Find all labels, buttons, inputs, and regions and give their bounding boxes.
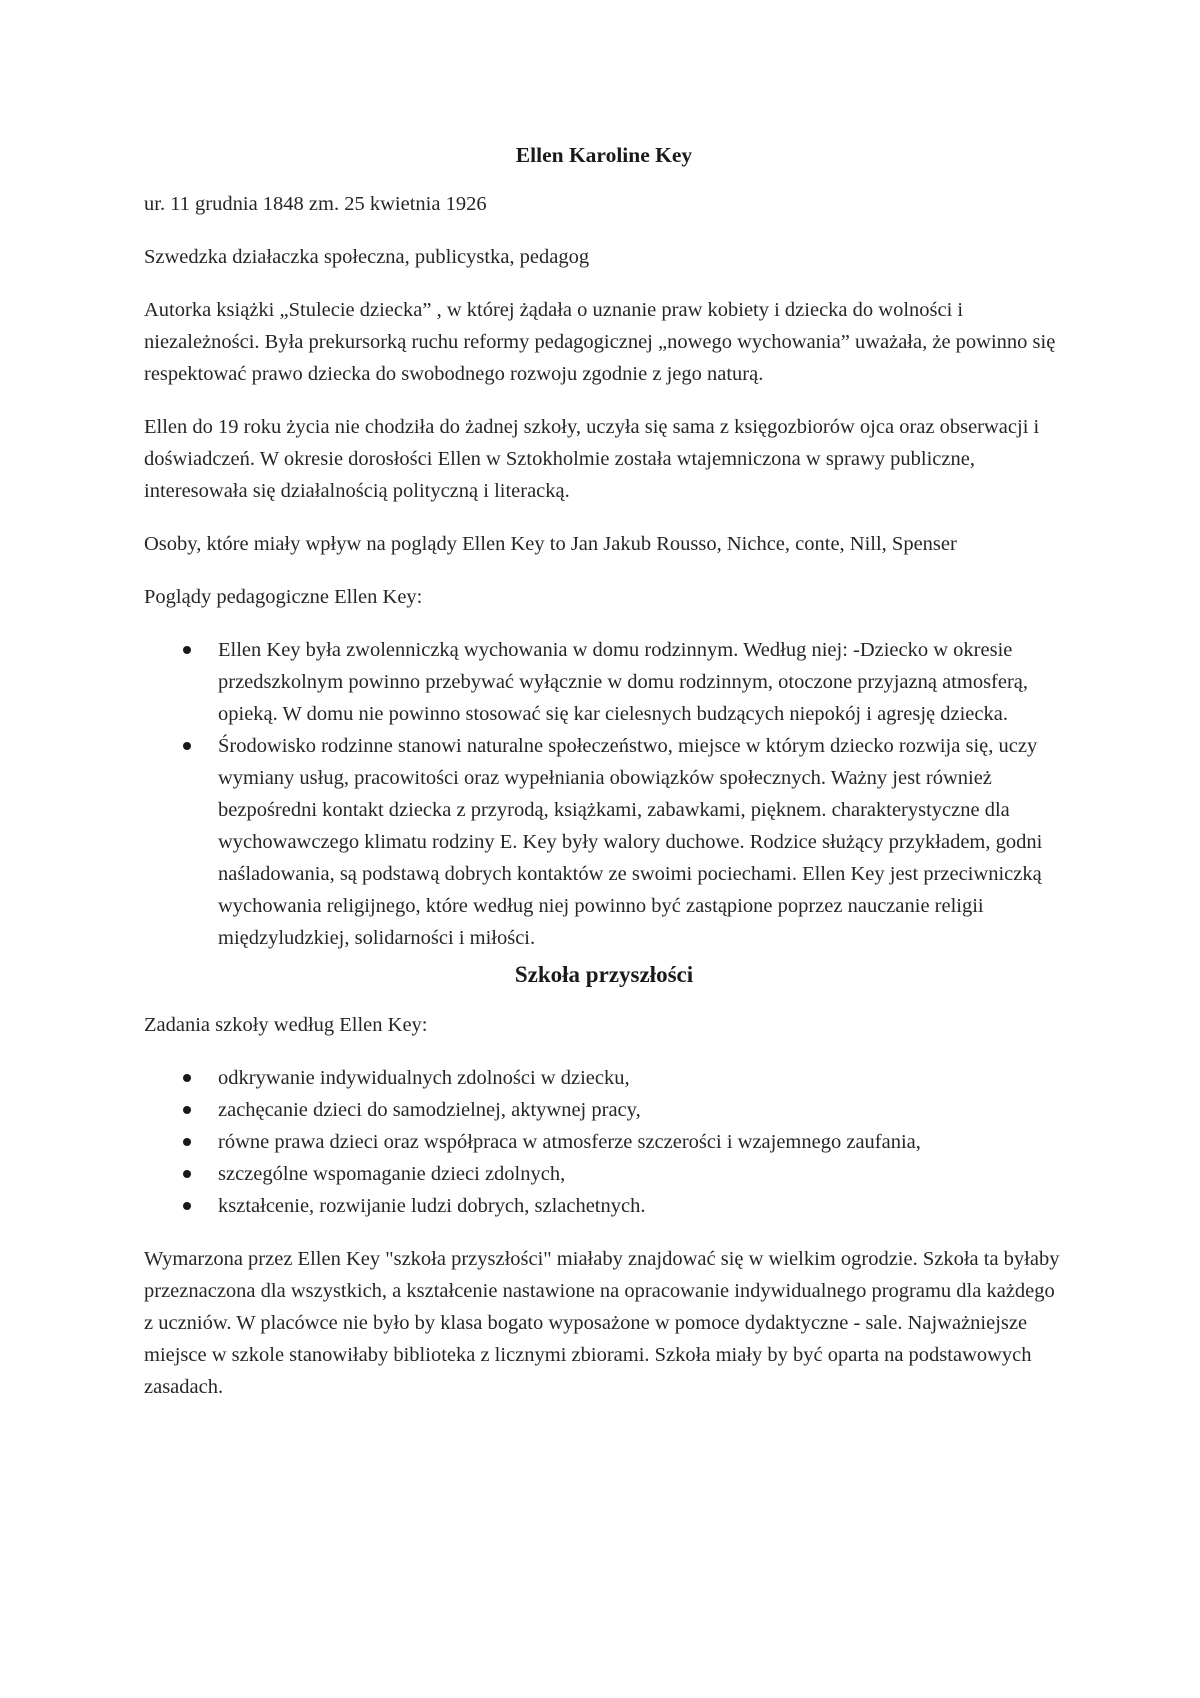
life-dates: ur. 11 grudnia 1848 zm. 25 kwietnia 1926 (144, 193, 487, 215)
influences-paragraph: Osoby, które miały wpływ na poglądy Ellen Key to Jan Jakub Rousso, Nichce, conte, Nill, Spenser (144, 533, 957, 555)
document-title: Ellen Karoline Key (515, 143, 693, 167)
author-paragraph: Autorka książki „Stulecie dziecka” , w której żądała o uznanie praw kobiety i dziecka do wolności i niezależności. Była prekursorką ruchu reformy pedagogicznej „nowego wychowania” uważała, że powinno się respektować prawo dziecka do swobodnego rozwoju zgodnie z jego naturą. (144, 299, 1056, 385)
views-heading: Poglądy pedagogiczne Ellen Key: (144, 586, 423, 608)
document-page (144, 139, 1064, 1424)
list-item: zachęcanie dzieci do samodzielnej, aktywnej pracy, (218, 1094, 1064, 1126)
list-item: Ellen Key była zwolenniczką wychowania w domu rodzinnym. Według niej: -Dziecko w okresie przedszkolnym powinno przebywać wyłącznie w domu rodzinnym, otoczone przyjazną atmosferą, opieką. W domu nie powinno stosować się kar cielesnych budzących niepokój i agresję dziecka. (218, 634, 1064, 730)
roles-line: Szwedzka działaczka społeczna, publicystka, pedagog (144, 246, 590, 268)
school-paragraph: Wymarzona przez Ellen Key "szkoła przyszłości" miałaby znajdować się w wielkim ogrodzie. Szkoła ta byłaby przeznaczona dla wszystkich, a kształcenie nastawione na opracowanie indywidualnego programu dla każdego z uczniów. W placówce nie było by klasa bogato wyposażone w pomoce dydaktyczne - sale. Najważniejsze miejsce w szkole stanowiłaby biblioteka z licznymi zbiorami. Szkoła miały by być oparta na podstawowych zasadach. (144, 1248, 1060, 1398)
section-title: Szkoła przyszłości (514, 962, 694, 987)
views-list (144, 634, 1064, 954)
list-item: odkrywanie indywidualnych zdolności w dziecku, (218, 1062, 1064, 1094)
list-item: szczególne wspomaganie dzieci zdolnych, (218, 1158, 1064, 1190)
list-item: Środowisko rodzinne stanowi naturalne społeczeństwo, miejsce w którym dziecko rozwija się, uczy wymiany usług, pracowitości oraz wypełniania obowiązków społecznych. Ważny jest również bezpośredni kontakt dziecka z przyrodą, książkami, zabawkami, pięknem. charakterystyczne dla wychowawczego klimatu rodziny E. Key były walory duchowe. Rodzice służący przykładem, godni naśladowania, są podstawą dobrych kontaktów ze swoimi pociechami. Ellen Key jest przeciwniczką wychowania religijnego, które według niej powinno być zastąpione poprzez nauczanie religii międzyludzkiej, solidarności i miłości. (218, 730, 1064, 954)
list-item: kształcenie, rozwijanie ludzi dobrych, szlachetnych. (218, 1190, 1064, 1222)
list-item: równe prawa dzieci oraz współpraca w atmosferze szczerości i wzajemnego zaufania, (218, 1126, 1064, 1158)
tasks-heading: Zadania szkoły według Ellen Key: (144, 1014, 428, 1036)
education-paragraph: Ellen do 19 roku życia nie chodziła do żadnej szkoły, uczyła się sama z księgozbiorów ojca oraz obserwacji i doświadczeń. W okresie dorosłości Ellen w Sztokholmie została wtajemniczona w sprawy publiczne, interesowała się działalnością polityczną i literacką. (144, 416, 1040, 502)
tasks-list (144, 1062, 1064, 1222)
